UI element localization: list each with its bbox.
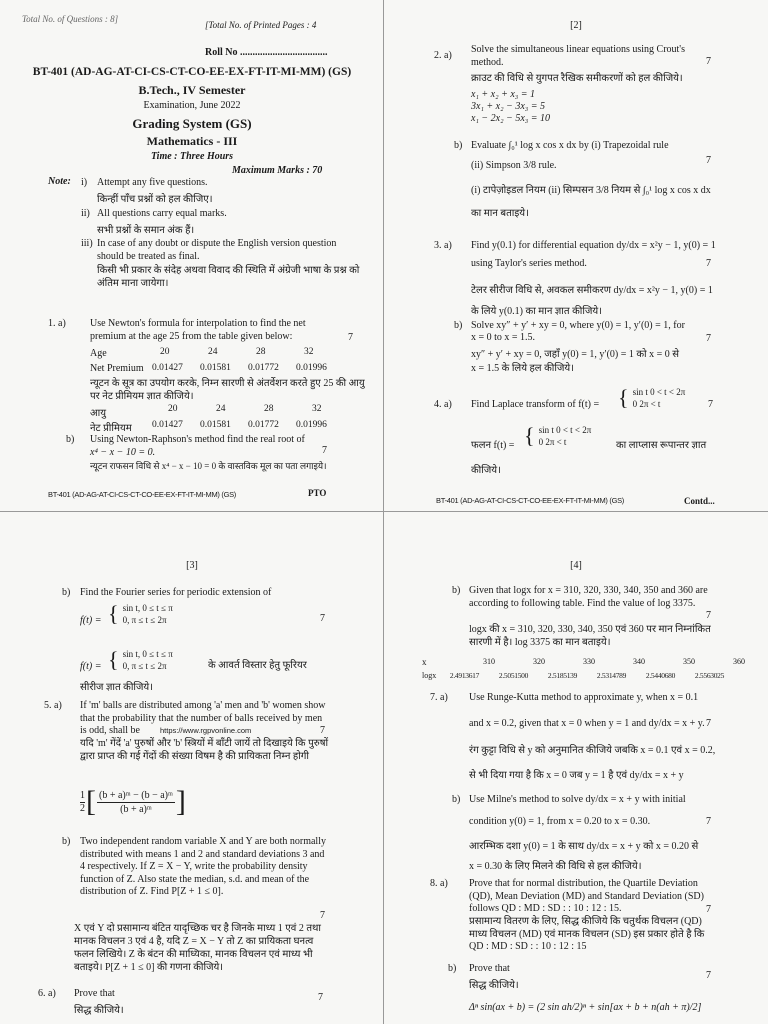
brace-icon: { (524, 423, 535, 448)
case-1: sin t, 0 ≤ t ≤ π (122, 603, 173, 613)
q4a-piecewise (618, 386, 685, 410)
total-pages-note: [Total No. of Printed Pages : 4 (205, 20, 317, 30)
note-label: Note: (48, 176, 71, 187)
q5a-formula (80, 787, 187, 817)
page-number: [4] (570, 560, 582, 571)
table-cell: 2.4913617 (449, 671, 480, 680)
q2b-number: b) (454, 140, 463, 151)
q4a-marks: 7 (708, 399, 713, 410)
q5a-number: 5. a) (44, 700, 62, 711)
note-2-num: ii) (81, 208, 90, 219)
q4a-text-en: Find Laplace transform of f(t) = (471, 399, 600, 410)
q4a-text-hi-2: कीजिये। (471, 465, 501, 476)
q3b-text-hi: xy″ + y′ + xy = 0, जहाँ y(0) = 1, y′(0) = 1 को x = 0 से (471, 349, 680, 360)
case-1: sin t 0 < t < 2π (632, 387, 686, 397)
paper-code: BT-401 (AD-AG-AT-CI-CS-CT-CO-EE-EX-FT-IT-MI-MM) (GS) (32, 66, 352, 78)
table-cell: 28 (256, 347, 266, 357)
piecewise-cases (123, 602, 173, 626)
q1a-text-en: Use Newton's formula for interpolation to find the net premium at the age 25 from the table given below: (90, 318, 306, 342)
q6b-marks: 7 (706, 610, 711, 621)
case-1: sin t 0 < t < 2π (538, 425, 592, 435)
table-cell: 0.01772 (248, 420, 279, 430)
q4b-func-label: f(t) = (80, 615, 102, 626)
bracket-open: [ (86, 785, 96, 818)
footer-paper-code: BT-401 (AD-AG-AT-CI-CS-CT-CO-EE-EX-FT-IT-MI-MM) (GS) (48, 490, 237, 499)
course-title: B.Tech., IV Semester (138, 83, 246, 97)
table-en-ages (160, 347, 352, 357)
q2a-text-en: Solve the simultaneous linear equations using Crout's method. (471, 44, 685, 68)
table-cell: 2.5314789 (596, 671, 627, 680)
table-cell: 20 (160, 347, 170, 357)
table-cell: 2.5440680 (645, 671, 676, 680)
q3a-text-hi-2: के लिये y(0.1) का मान ज्ञात कीजिये। (471, 306, 602, 317)
q5b-text-hi: X एवं Y दो प्रसामान्य बंटित यादृच्छिक चर है जिनके माध्य 1 एवं 2 तथा मानक विचलन 3 एवं 4 है, यदि Z = X − Y तो Z का प्रायिकता घनत्व फलन लिखिये। Z के बंटन की माध्यिका, मानक विचलन एवं माध्य भी बताइये। P[Z + 1 ≤ 0] की गणना कीजिये। (74, 923, 322, 973)
formula-denominator: (b + a)ᵐ (120, 803, 152, 815)
case-2: 0, π ≤ t ≤ 2π (122, 615, 167, 625)
table-hi-ages (168, 404, 360, 414)
table-en-premiums (152, 363, 344, 373)
brace-icon: { (108, 601, 119, 626)
q4b-func-label-hi: f(t) = (80, 661, 102, 672)
q6b-text-en: Given that logx for x = 310, 320, 330, 340, 350 and 360 are according to following table. Find the value of log 3375. (469, 585, 708, 609)
q5b-marks: 7 (320, 910, 325, 921)
table-cell: 28 (264, 404, 274, 414)
piecewise-cases (539, 424, 592, 448)
q7a-marks: 7 (706, 718, 711, 729)
brace-icon: { (618, 385, 629, 410)
q1a-marks: 7 (348, 332, 353, 343)
q8b-marks: 7 (706, 970, 711, 981)
q7a-text-hi: रंग कुट्टा विधि से y को अनुमानित कीजिये जबकि x = 0.1 एवं x = 0.2, (469, 745, 716, 756)
table-cell: 340 (633, 657, 645, 666)
q2a-text-hi: क्राउट की विधि से युगपत रैखिक समीकरणों को हल कीजिये। (471, 73, 683, 84)
q1a-text-hi: न्यूटन के सूत्र का उपयोग करके, निम्न सारणी से अंतर्वेशन करते हुए 25 की आयु पर नेट प्रीमियम ज्ञात कीजिये। (90, 378, 365, 402)
q3a-text-en: Find y(0.1) for differential equation dy/dx = x²y − 1, y(0) = 1 (471, 240, 716, 251)
table-x-label: x (422, 657, 427, 667)
table-cell: 310 (483, 657, 495, 666)
table-cell: 0.01581 (200, 363, 231, 373)
table-cell: 350 (683, 657, 695, 666)
table-cell: 32 (304, 347, 314, 357)
q3b-number: b) (454, 320, 463, 331)
q8a-text-en: Prove that for normal distribution, the Quartile Deviation (QD), Mean Deviation (MD) and Standard Deviation (SD) follows QD : MD : SD : : 10 : 12 : 15. (469, 878, 704, 914)
q4b-text-hi: के आवर्त विस्तार हेतु फूरियर (208, 660, 307, 671)
q3a-text-hi: टेलर सीरीज विधि से, अवकल समीकरण dy/dx = x²y − 1, y(0) = 1 (471, 285, 713, 296)
table-cell: 2.5051500 (498, 671, 529, 680)
note-3-num: iii) (81, 238, 93, 249)
max-marks: Maximum Marks : 70 (232, 165, 323, 176)
q1b-number: b) (66, 434, 75, 445)
q6a-marks: 7 (318, 992, 323, 1003)
q6a-text-hi: सिद्ध कीजिये। (74, 1005, 124, 1016)
formula-fraction (97, 789, 175, 816)
table-y-label: logx (422, 671, 437, 680)
q2a-marks: 7 (706, 56, 711, 67)
footer-pto: PTO (308, 488, 327, 498)
q8a-marks: 7 (706, 904, 711, 915)
case-2: 0, π ≤ t ≤ 2π (122, 661, 167, 671)
q7b-text-en-2: condition y(0) = 1, from x = 0.20 to x = 0.30. (469, 816, 651, 827)
q7b-number: b) (452, 794, 461, 805)
q4a-text-hi: फलन f(t) = (471, 440, 515, 451)
q4b-piecewise (108, 602, 173, 626)
table-cell: 320 (533, 657, 545, 666)
table-cell: 0.01581 (200, 420, 231, 430)
q3a-marks: 7 (706, 258, 711, 269)
q4b-number: b) (62, 587, 71, 598)
q3a-number: 3. a) (434, 240, 452, 251)
case-2: 0 2π < t (632, 399, 661, 409)
q5b-text-en: Two independent random variable X and Y are both normally distributed with means 1 and 2 and standard deviations 3 and 4 respectively. If Z = X − Y, write the probability density function of Z. Also state the median, s.d. and mean of the distribution of Z. Find P[Z + 1 ≤ 0]. (80, 836, 326, 897)
table-hi-label-age: आयु (90, 408, 107, 419)
exam-page-3 (0, 512, 384, 1024)
q7a-text-hi-2: से भी दिया गया है कि x = 0 जब y = 1 है एवं dy/dx = x + y (469, 770, 684, 781)
q5b-number: b) (62, 836, 71, 847)
table-cell: 2.5563025 (694, 671, 725, 680)
q8b-number: b) (448, 963, 457, 974)
table-cell: 2.5185139 (547, 671, 578, 680)
piecewise-cases (633, 386, 686, 410)
table-cell: 0.01772 (248, 363, 279, 373)
table-hi-premiums (152, 420, 344, 430)
q1b-text-hi: न्यूटन राफसन विधि से x⁴ − x − 10 = 0 के वास्तविक मूल का पता लगाइये। (90, 461, 327, 471)
grading-scheme: Grading System (GS) (132, 116, 252, 131)
q4b-marks: 7 (320, 613, 325, 624)
q7b-text-hi-2: x = 0.30 के लिए मिलने की विधि से हल कीजिये। (469, 861, 642, 872)
table-cell: 24 (216, 404, 226, 414)
q5a-marks: 7 (320, 725, 325, 736)
q3b-text-en-2: x = 0 to x = 1.5. (471, 332, 536, 343)
footer-paper-code: BT-401 (AD-AG-AT-CI-CS-CT-CO-EE-EX-FT-IT-MI-MM) (GS) (436, 496, 625, 505)
q2b-marks: 7 (706, 155, 711, 166)
q6a-text-en: Prove that (74, 988, 115, 999)
q4b-piecewise-hi (108, 648, 173, 672)
table-cell: 32 (312, 404, 322, 414)
q2b-text-en-2: (ii) Simpson 3/8 rule. (471, 160, 557, 171)
q4a-piecewise-hi (524, 424, 591, 448)
q3b-marks: 7 (706, 333, 711, 344)
table-hi-label-premium: नेट प्रीमियम (90, 423, 132, 434)
equation-3: x₁ − 2x₂ − 5x₃ = 10 (471, 113, 550, 124)
q7b-text-en: Use Milne's method to solve dy/dx = x + y with initial (469, 794, 686, 805)
footer-contd: Contd... (684, 496, 715, 506)
note-1-hi: किन्हीं पाँच प्रश्नों को हल कीजिए। (97, 194, 213, 205)
q7a-text-en: Use Runge-Kutta method to approximate y, when x = 0.1 (469, 692, 699, 703)
q1b-marks: 7 (322, 445, 327, 456)
exam-page-4 (384, 512, 768, 1024)
table-en-label-age: Age (90, 348, 107, 359)
table-cell: 20 (168, 404, 178, 414)
exam-session: Examination, June 2022 (143, 100, 241, 111)
formula-numerator: (b + a)ᵐ − (b − a)ᵐ (99, 789, 173, 801)
note-2-en: All questions carry equal marks. (97, 208, 227, 219)
table-cell: 0.01996 (296, 363, 327, 373)
table-en-label-premium: Net Premium (90, 363, 144, 374)
q6b-number: b) (452, 585, 461, 596)
exam-page-2 (384, 0, 768, 512)
note-3-en: In case of any doubt or dispute the English version question should be treated as final. (97, 238, 337, 262)
table-cell: 0.01427 (152, 363, 183, 373)
q2b-text-hi-2: का मान बताइये। (471, 208, 529, 219)
case-2: 0 2π < t (538, 437, 567, 447)
q8b-formula: Δⁿ sin(ax + b) = (2 sin ah/2)ⁿ + sin[ax + b + n(ah + π)/2] (469, 1002, 702, 1013)
q1b-text-en: Using Newton-Raphson's method find the real root of (90, 434, 305, 445)
table-cell: 360 (733, 657, 745, 666)
q4a-text-hi-post: का लाप्लास रूपान्तर ज्ञात (616, 440, 707, 451)
q3a-text-en-2: using Taylor's series method. (471, 258, 587, 269)
note-3-hi: किसी भी प्रकार के संदेह अथवा विवाद की स्थिति में अंग्रेजी भाषा के प्रश्न को अंतिम माना जायेगा। (97, 265, 360, 289)
page-number: [2] (570, 20, 582, 31)
q4a-number: 4. a) (434, 399, 452, 410)
bracket-close: ] (175, 785, 186, 818)
q8a-text-hi: प्रसामान्य वितरण के लिए, सिद्ध कीजिये कि चतुर्थक विचलन (QD) माध्य विचलन (MD) एवं मानक विचलन (SD) इस प्रकार होते है कि QD : MD : SD : : 10 : 12 : 15 (469, 916, 705, 952)
equation-2: 3x₁ + x₂ − 3x₃ = 5 (471, 101, 545, 112)
brace-icon: { (108, 647, 119, 672)
case-1: sin t, 0 ≤ t ≤ π (122, 649, 173, 659)
note-1-en: Attempt any five questions. (97, 177, 208, 188)
q7b-text-hi: आरम्भिक दशा y(0) = 1 के साथ dy/dx = x + y को x = 0.20 से (469, 841, 699, 852)
roll-no-field: Roll No ................................... (205, 47, 328, 58)
q1a-number: 1. a) (48, 318, 66, 329)
q2a-number: 2. a) (434, 50, 452, 61)
q8a-number: 8. a) (430, 878, 448, 889)
q3b-text-hi-2: x = 1.5 के लिये हल कीजिये। (471, 363, 574, 374)
subject-title: Mathematics - III (146, 134, 238, 148)
table-cell: 0.01427 (152, 420, 183, 430)
equation-1: x₁ + x₂ + x₃ = 1 (471, 89, 535, 100)
q3b-text-en: Solve xy″ + y′ + xy = 0, where y(0) = 1, y′(0) = 1, for (471, 320, 685, 331)
note-1-num: i) (81, 177, 88, 188)
table-cell: 0.01996 (296, 420, 327, 430)
q4b-text-hi-2: सीरीज ज्ञात कीजिये। (80, 682, 154, 693)
q2b-text-hi: (i) टापेज़ोइडल नियम (ii) सिम्पसन 3/8 नियम से ∫₀¹ log x cos x dx (471, 185, 711, 196)
note-2-hi: सभी प्रश्नों के समान अंक हैं। (97, 225, 195, 236)
exam-page-1 (0, 0, 384, 512)
q7b-marks: 7 (706, 816, 711, 827)
q4b-text-en: Find the Fourier series for periodic extension of (80, 587, 272, 598)
piecewise-cases (123, 648, 173, 672)
q7a-text-en-2: and x = 0.2, given that x = 0 when y = 1 and dy/dx = x + y. (469, 718, 705, 729)
page-number: [3] (186, 560, 198, 571)
q8b-text-hi: सिद्ध कीजिये। (469, 980, 519, 991)
q7a-number: 7. a) (430, 692, 448, 703)
q2b-text-en: Evaluate ∫₀¹ log x cos x dx by (i) Trapezoidal rule (471, 140, 669, 151)
table-y-values (440, 671, 734, 680)
total-questions-note: Total No. of Questions : 8] (22, 14, 119, 24)
q1b-equation: x⁴ − x − 10 = 0. (90, 447, 156, 458)
watermark-url: https://www.rgpvonline.com (160, 726, 252, 735)
q6a-number: 6. a) (38, 988, 56, 999)
table-cell: 330 (583, 657, 595, 666)
q5a-text-en: If 'm' balls are distributed among 'a' men and 'b' women show that the probability that the number of balls received by men is odd, shall be (80, 700, 326, 736)
q8b-text-en: Prove that (469, 963, 510, 974)
time-allowed: Time : Three Hours (150, 151, 234, 162)
table-cell: 24 (208, 347, 218, 357)
q6b-text-hi: logx की x = 310, 320, 330, 340, 350 एवं 360 पर मान निम्नांकित सारणी में है। log 3375 का मान बताइये। (469, 624, 711, 648)
table-x-values (464, 657, 764, 666)
half-fraction: $\frac{1}{2}$ (80, 789, 85, 814)
q5a-text-hi: यदि 'm' गेंदें 'a' पुरुषों और 'b' स्त्रियों में बाँटी जायें तो दिखाइये कि पुरुषों द्वारा प्राप्त की गई गेंदों की संख्या विषम है की प्रायिकता निम्न होगी (80, 738, 329, 762)
